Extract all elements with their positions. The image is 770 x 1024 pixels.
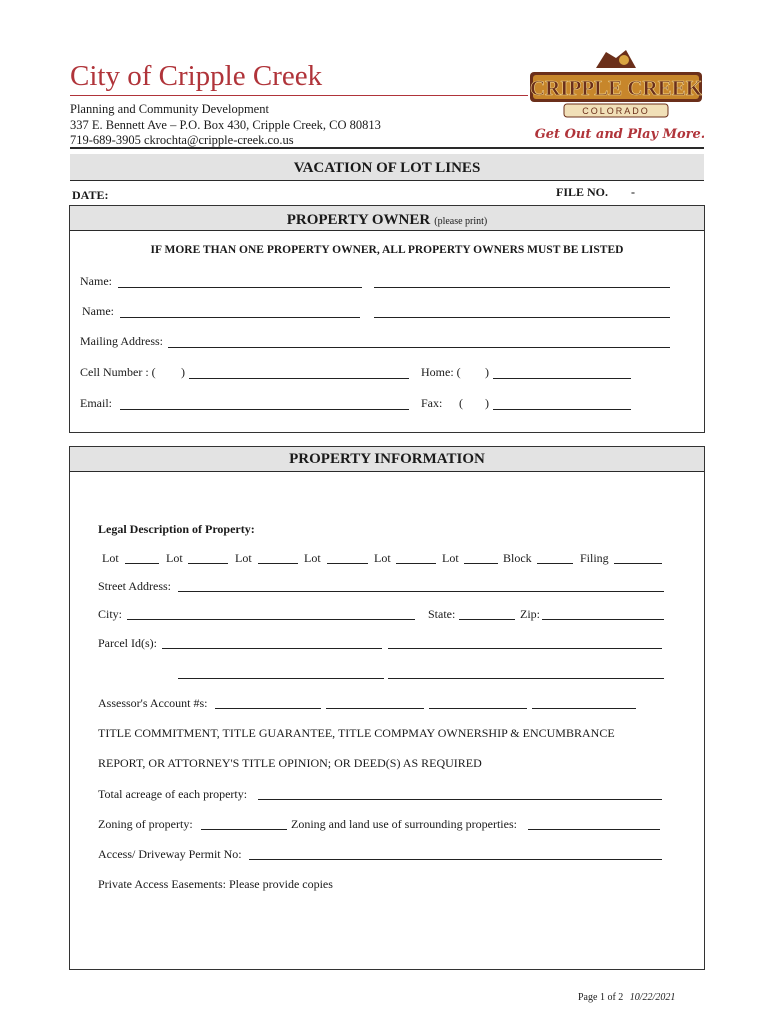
- lot-field-3[interactable]: [258, 563, 298, 564]
- logo-state: COLORADO: [582, 106, 650, 116]
- cell-label: Cell Number : (: [80, 365, 156, 379]
- home-field[interactable]: [493, 378, 631, 379]
- access-permit-label: Access/ Driveway Permit No:: [98, 847, 242, 861]
- name1-field-b[interactable]: [374, 287, 670, 288]
- name2-field-b[interactable]: [374, 317, 670, 318]
- address-line: 337 E. Bennett Ave – P.O. Box 430, Cripple Creek, CO 80813: [70, 118, 381, 132]
- owner-heading-rule: [70, 230, 704, 231]
- lot-field-5[interactable]: [396, 563, 436, 564]
- page-footer: [578, 992, 675, 1003]
- cell-close: ): [181, 365, 185, 379]
- lot-label-4: Lot: [304, 551, 321, 565]
- fax-label: Fax:: [421, 396, 443, 410]
- zip-label: Zip:: [520, 607, 540, 621]
- fax-field[interactable]: [493, 409, 631, 410]
- page-number: Page 1 of 2: [578, 992, 624, 1003]
- owner-notice: IF MORE THAN ONE PROPERTY OWNER, ALL PROPERTY OWNERS MUST BE LISTED: [150, 244, 624, 256]
- legal-description-label: Legal Description of Property:: [98, 522, 255, 536]
- lot-field-4[interactable]: [327, 563, 368, 564]
- filing-field[interactable]: [614, 563, 662, 564]
- logo-slogan: Get Out and Play More.: [534, 127, 704, 142]
- name2-field-a[interactable]: [120, 317, 360, 318]
- logo-name: CRIPPLE CREEK: [529, 76, 703, 100]
- parcel-field-4[interactable]: [388, 678, 664, 679]
- email-label: Email:: [80, 396, 112, 410]
- access-permit-field[interactable]: [249, 859, 662, 860]
- file-no-separator: -: [631, 185, 635, 199]
- revision-date: 10/22/2021: [629, 992, 676, 1003]
- lot-field-1[interactable]: [125, 563, 159, 564]
- parcel-field-3[interactable]: [178, 678, 384, 679]
- name1-label: Name:: [80, 274, 112, 288]
- acreage-field[interactable]: [258, 799, 662, 800]
- lot-label-2: Lot: [166, 551, 183, 565]
- block-label: Block: [503, 551, 532, 565]
- email-field[interactable]: [120, 409, 409, 410]
- surrounding-zoning-label: Zoning and land use of surrounding properties:: [291, 817, 517, 831]
- title-requirement-line2: REPORT, OR ATTORNEY'S TITLE OPINION; OR DEED(S) AS REQUIRED: [98, 756, 482, 770]
- zip-field[interactable]: [542, 619, 664, 620]
- filing-label: Filing: [580, 551, 609, 565]
- cripple-creek-logo: [528, 46, 704, 150]
- city-field[interactable]: [127, 619, 415, 620]
- city-title: City of Cripple Creek: [70, 60, 323, 92]
- property-heading: PROPERTY INFORMATION: [289, 451, 485, 467]
- contact-line: 719-689-3905 ckrochta@cripple-creek.co.us: [70, 133, 294, 147]
- cell-field[interactable]: [189, 378, 409, 379]
- fax-close: ): [485, 396, 489, 410]
- zoning-label: Zoning of property:: [98, 817, 193, 831]
- lot-field-2[interactable]: [188, 563, 228, 564]
- lot-label-6: Lot: [442, 551, 459, 565]
- burro-icon: [619, 55, 629, 65]
- assessor-label: Assessor's Account #s:: [98, 696, 208, 710]
- assessor-field-4[interactable]: [532, 708, 636, 709]
- title-rule: [70, 95, 528, 96]
- date-field[interactable]: [112, 199, 442, 200]
- mountain-icon: [596, 50, 636, 68]
- name2-label: Name:: [82, 304, 114, 318]
- state-field[interactable]: [459, 619, 515, 620]
- lot-label-3: Lot: [235, 551, 252, 565]
- name1-field-a[interactable]: [118, 287, 362, 288]
- owner-heading-note: (please print): [434, 216, 488, 227]
- owner-heading-title: PROPERTY OWNER: [286, 212, 431, 228]
- acreage-label: Total acreage of each property:: [98, 787, 248, 801]
- title-requirement-line1: TITLE COMMITMENT, TITLE GUARANTEE, TITLE COMPMAY OWNERSHIP & ENCUMBRANCE: [98, 726, 615, 740]
- file-no-label: FILE NO.: [556, 185, 609, 199]
- assessor-field-1[interactable]: [215, 708, 321, 709]
- mailing-field[interactable]: [168, 347, 670, 348]
- property-owner-box: [69, 205, 705, 433]
- block-field[interactable]: [537, 563, 573, 564]
- date-label: DATE:: [72, 188, 109, 202]
- property-heading-rule: [70, 471, 704, 472]
- city-label: City:: [98, 607, 123, 621]
- lot-label-1: Lot: [102, 551, 119, 565]
- department-line: Planning and Community Development: [70, 102, 269, 116]
- home-close: ): [485, 365, 489, 379]
- surrounding-zoning-field[interactable]: [528, 829, 660, 830]
- lot-label-5: Lot: [374, 551, 391, 565]
- home-label: Home: (: [421, 365, 461, 379]
- parcel-label: Parcel Id(s):: [98, 636, 157, 650]
- street-label: Street Address:: [98, 579, 171, 593]
- form-title: VACATION OF LOT LINES: [293, 160, 481, 176]
- easement-label: Private Access Easements: Please provide copies: [98, 877, 333, 891]
- owner-heading: [70, 211, 704, 229]
- street-field[interactable]: [178, 591, 664, 592]
- form-title-rule: [70, 180, 704, 181]
- assessor-field-2[interactable]: [326, 708, 424, 709]
- assessor-field-3[interactable]: [429, 708, 527, 709]
- parcel-field-1[interactable]: [162, 648, 382, 649]
- lot-field-6[interactable]: [464, 563, 498, 564]
- mailing-label: Mailing Address:: [80, 334, 163, 348]
- parcel-field-2[interactable]: [388, 648, 662, 649]
- state-label: State:: [428, 607, 456, 621]
- fax-open: (: [459, 396, 463, 410]
- zoning-field[interactable]: [201, 829, 287, 830]
- header-divider: [70, 147, 704, 149]
